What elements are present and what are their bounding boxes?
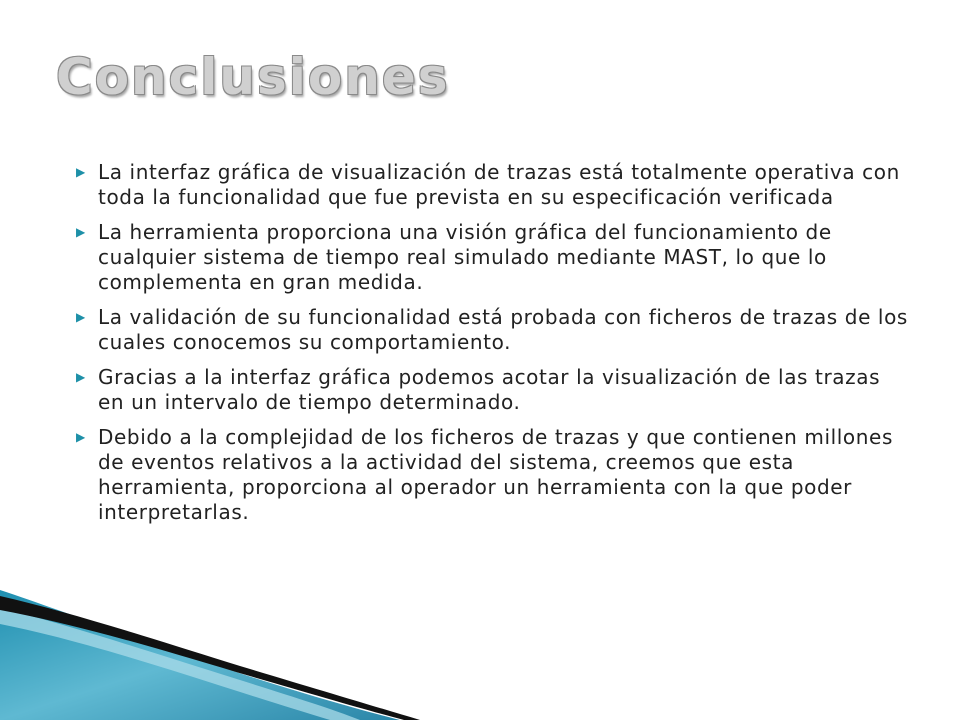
- wave-light-streak: [0, 608, 360, 720]
- bullet-item: [74, 365, 908, 415]
- bullet-item: [74, 160, 908, 210]
- slide-title: Conclusiones: [56, 48, 450, 106]
- triangle-right-icon: ▶: [76, 225, 86, 239]
- triangle-right-icon: ▶: [76, 165, 86, 179]
- bullet-text: Gracias a la interfaz gráfica podemos acotar la visualización de las trazas en un intervalo de tiempo determinado.: [98, 365, 881, 414]
- bullet-text: Debido a la complejidad de los ficheros de trazas y que contienen millones de eventos relativos a la actividad del sistema, creemos que esta herramienta, proporciona al operador un herramienta con la que poder interpretarlas.: [98, 425, 893, 524]
- bullet-list: [74, 160, 908, 535]
- triangle-right-icon: ▶: [76, 310, 86, 324]
- bullet-text: La interfaz gráfica de visualización de trazas está totalmente operativa con toda la funcionalidad que fue prevista en su especificación verificada: [98, 160, 900, 209]
- triangle-right-icon: ▶: [76, 430, 86, 444]
- bullet-text: La herramienta proporciona una visión gráfica del funcionamiento de cualquier sistema de tiempo real simulado mediante MAST, lo que lo complementa en gran medida.: [98, 220, 832, 294]
- bullet-item: [74, 305, 908, 355]
- wave-fill-shape: [0, 590, 400, 720]
- bullet-item: [74, 220, 908, 295]
- bullet-item: [74, 425, 908, 525]
- triangle-right-icon: ▶: [76, 370, 86, 384]
- bullet-text: La validación de su funcionalidad está probada con ficheros de trazas de los cuales conocemos su comportamiento.: [98, 305, 908, 354]
- wave-dark-line: [0, 596, 420, 720]
